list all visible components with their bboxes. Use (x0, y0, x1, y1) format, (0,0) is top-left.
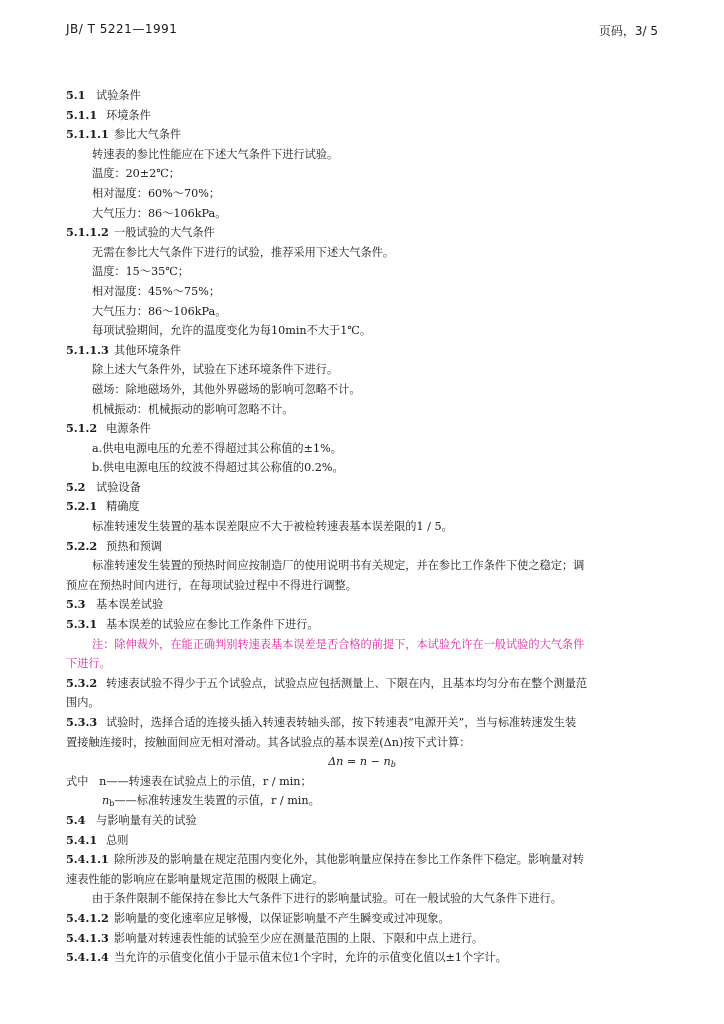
heading-5-1-2 (66, 419, 658, 439)
section-number: 5.1.1.3 (66, 342, 109, 357)
paragraph: 相对湿度：60%～70%； (92, 186, 221, 200)
clause-text: 影响量的变化速率应足够慢，以保证影响量不产生瞬变或过冲现象。 (114, 911, 450, 925)
section-title: 试验设备 (96, 480, 141, 494)
paragraph: 磁场：除地磁场外，其他外界磁场的影响可忽略不计。 (92, 382, 361, 396)
clause-5-4-1-4 (66, 948, 658, 968)
variable: n (102, 794, 110, 808)
section-number: 5.2.2 (66, 538, 98, 553)
clause-continuation: 围内。 (66, 696, 100, 710)
clause-text: 试验时，选择合适的连接头插入转速表转轴头部，按下转速表“电源开关”，当与标准转速发生装 (106, 716, 577, 729)
heading-5-1-1-1 (66, 125, 658, 145)
where-label: 式中 (66, 774, 89, 788)
clause-5-3-3 (66, 713, 658, 733)
section-title: 精确度 (106, 500, 140, 514)
heading-5-1-1-2 (66, 223, 658, 243)
section-title: 基本误差试验 (96, 598, 164, 612)
section-number: 5.3.3 (66, 715, 98, 729)
paragraph: 标准转速发生装置的预热时间应按制造厂的使用说明书有关规定，并在参比工作条件下使之稳定；调 (92, 559, 585, 573)
clause-continuation: 速表性能的影响应在影响量规定范围的极限上确定。 (66, 872, 324, 886)
paragraph: 除上述大气条件外，试验在下述环境条件下进行。 (92, 363, 339, 377)
section-number: 5.1 (66, 88, 86, 102)
where-clause-nb (66, 791, 658, 811)
paragraph: 温度：20±2℃； (92, 167, 180, 181)
section-number: 5.4 (66, 812, 86, 827)
standard-number: JB/ T 5221—1991 (66, 22, 178, 36)
heading-5-2-2 (66, 537, 658, 557)
section-title: 一般试验的大气条件 (114, 226, 215, 240)
section-number: 5.3.2 (66, 675, 98, 690)
note-continuation: 下进行。 (66, 657, 111, 671)
heading-5-1-1 (66, 106, 658, 126)
heading-5-1 (66, 86, 658, 106)
paragraph: 温度：15～35℃； (92, 265, 189, 279)
page-header (66, 22, 658, 40)
variable-subscript: b (109, 799, 115, 809)
section-title: 电源条件 (106, 422, 151, 436)
clause-text: 基本误差的试验应在参比工作条件下进行。 (106, 618, 319, 632)
where-clause-n (66, 772, 658, 792)
note: 注：除伸裁外，在能正确判别转速表基本误差是否合格的前提下，本试验允许在一般试验的大气条件 (92, 637, 585, 651)
clause-text: 转速表试验不得少于五个试验点，试验点应包括测量上、下限在内，且基本均匀分布在整个测量范 (106, 676, 588, 690)
section-title: 参比大气条件 (114, 128, 182, 142)
paragraph-continuation: 预应在预热时间内进行，在每项试验过程中不得进行调整。 (66, 578, 357, 592)
section-title: 试验条件 (96, 89, 141, 102)
clause-5-4-1-2 (66, 909, 658, 929)
where-definition: ——标准转速发生装置的示值，r / min。 (114, 794, 320, 808)
clause-5-4-1-3 (66, 929, 658, 949)
section-title: 预热和预调 (106, 539, 162, 553)
section-number: 5.1.1.1 (66, 127, 109, 142)
section-number: 5.2 (66, 479, 86, 494)
paragraph: 由于条件限制不能保持在参比大气条件下进行的影响量试验。可在一般试验的大气条件下进行。 (92, 892, 562, 906)
clause-5-4-1-1 (66, 850, 658, 870)
paragraph: 相对湿度：45%～75%； (92, 284, 221, 298)
section-number: 5.1.2 (66, 421, 98, 436)
section-title: 总则 (106, 833, 129, 847)
clause-5-3-1 (66, 615, 658, 635)
section-number: 5.4.1.3 (66, 930, 109, 945)
section-number: 5.3 (66, 597, 86, 612)
paragraph: 每项试验期间，允许的温度变化为每10min不大于1℃。 (92, 324, 372, 338)
section-number: 5.3.1 (66, 617, 98, 632)
heading-5-4 (66, 811, 658, 831)
section-number: 5.2.1 (66, 499, 98, 514)
heading-5-3 (66, 595, 658, 615)
formula-subscript: b (390, 760, 396, 770)
paragraph: 转速表的参比性能应在下述大气条件下进行试验。 (92, 147, 339, 161)
list-item: b.供电电源电压的纹波不得超过其公称值的0.2%。 (92, 461, 344, 475)
error-formula (66, 752, 658, 772)
section-number: 5.4.1.1 (66, 852, 109, 867)
heading-5-2-1 (66, 497, 658, 517)
heading-5-2 (66, 478, 658, 498)
paragraph: 无需在参比大气条件下进行的试验，推荐采用下述大气条件。 (92, 245, 395, 259)
where-definition: n——转速表在试验点上的示值，r / min； (99, 774, 312, 788)
section-title: 环境条件 (106, 108, 151, 122)
section-number: 5.1.1.2 (66, 225, 109, 240)
paragraph: 大气压力：86～106kPa。 (92, 304, 227, 318)
section-title: 其他环境条件 (114, 343, 182, 357)
clause-text: 当允许的示值变化值小于显示值末位1个字时，允许的示值变化值以±1个字计。 (114, 951, 507, 965)
heading-5-4-1 (66, 831, 658, 851)
formula-expression: Δn = n − n (328, 755, 391, 769)
section-number: 5.4.1.2 (66, 910, 109, 925)
list-item: a.供电电源电压的允差不得超过其公称值的±1%。 (92, 441, 342, 455)
section-title: 与影响量有关的试验 (96, 813, 197, 827)
clause-continuation: 置接触连接时，按触面间应无相对滑动。其各试验点的基本误差(Δn)按下式计算： (66, 735, 471, 749)
section-number: 5.1.1 (66, 107, 98, 122)
paragraph: 大气压力：86～106kPa。 (92, 206, 227, 220)
clause-5-3-2 (66, 674, 658, 694)
paragraph: 标准转速发生装置的基本误差限应不大于被检转速表基本误差限的1 / 5。 (92, 520, 453, 534)
page-indicator: 页码，3/ 5 (598, 24, 658, 38)
section-number: 5.4.1 (66, 832, 98, 847)
document-body (66, 86, 658, 968)
section-number: 5.4.1.4 (66, 950, 109, 965)
heading-5-1-1-3 (66, 341, 658, 361)
clause-text: 除所涉及的影响量在规定范围内变化外，其他影响量应保持在参比工作条件下稳定。影响量对转 (114, 853, 584, 867)
clause-text: 影响量对转速表性能的试验至少应在测量范围的上限、下限和中点上进行。 (114, 931, 484, 945)
paragraph: 机械振动：机械振动的影响可忽略不计。 (92, 402, 294, 416)
